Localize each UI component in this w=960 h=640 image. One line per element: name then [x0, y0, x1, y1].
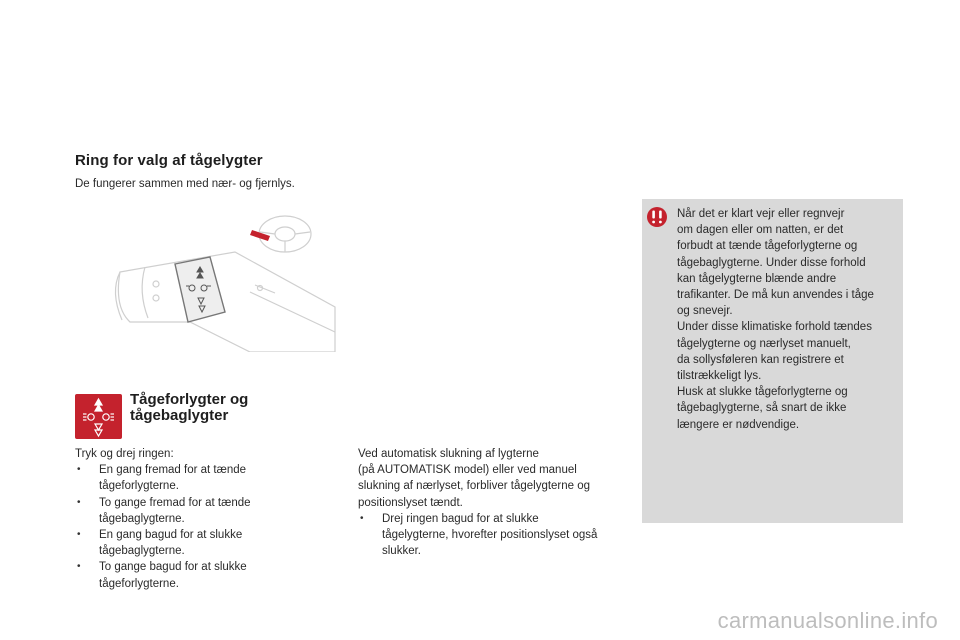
intro-text: De fungerer sammen med nær- og fjernlys. — [75, 178, 295, 190]
watermark: carmanualsonline.info — [717, 608, 938, 633]
list-item: • En gang bagud for at slukke tågebaglygterne. — [77, 529, 243, 558]
instructions-column-2: Ved automatisk slukning af lygterne (på AUTOMATISK model) eller ved manuel slukning af nærlyset, forbliver tågelygterne og positionslyset tændt. • Drej ringen bagud for at slukke tågelygterne, hvorefter positionslyset også slukker. — [358, 446, 620, 559]
fog-light-stalk-illustration — [100, 212, 340, 352]
list-item: • Drej ringen bagud for at slukke tågelygterne, hvorefter positionslyset også slukker. — [360, 512, 598, 558]
instructions-intro: Tryk og drej ringen: — [75, 448, 174, 460]
warning-note-text: Når det er klart vejr eller regnvejr om dagen eller om natten, er det forbudt at tænde tågeforlygterne og tågebaglygterne. Under disse forhold kan tågelygterne blænde andre trafikanter. De må kun anvendes i tåge og snevejr. Under disse klimatiske forhold tændes tågelygterne og nærlyset manuelt, da sollysføleren kan registrere et tilstrækkeligt lys. Husk at slukke tågeforlygterne og tågebaglygterne, så snart de ikke længere er nødvendige. — [677, 208, 874, 431]
list-item: • To gange bagud for at slukke tågeforlygterne. — [77, 561, 247, 590]
section-title: Ring for valg af tågelygter — [75, 152, 263, 169]
subsection-title: Tågeforlygter og tågebaglygter — [130, 391, 249, 424]
list-item: • To gange fremad for at tænde tågebaglygterne. — [77, 496, 251, 525]
warning-icon — [646, 206, 668, 228]
list-item: • En gang fremad for at tænde tågeforlygterne. — [77, 464, 247, 493]
instructions-column-1 — [75, 446, 275, 592]
fog-lights-icon — [75, 394, 122, 439]
